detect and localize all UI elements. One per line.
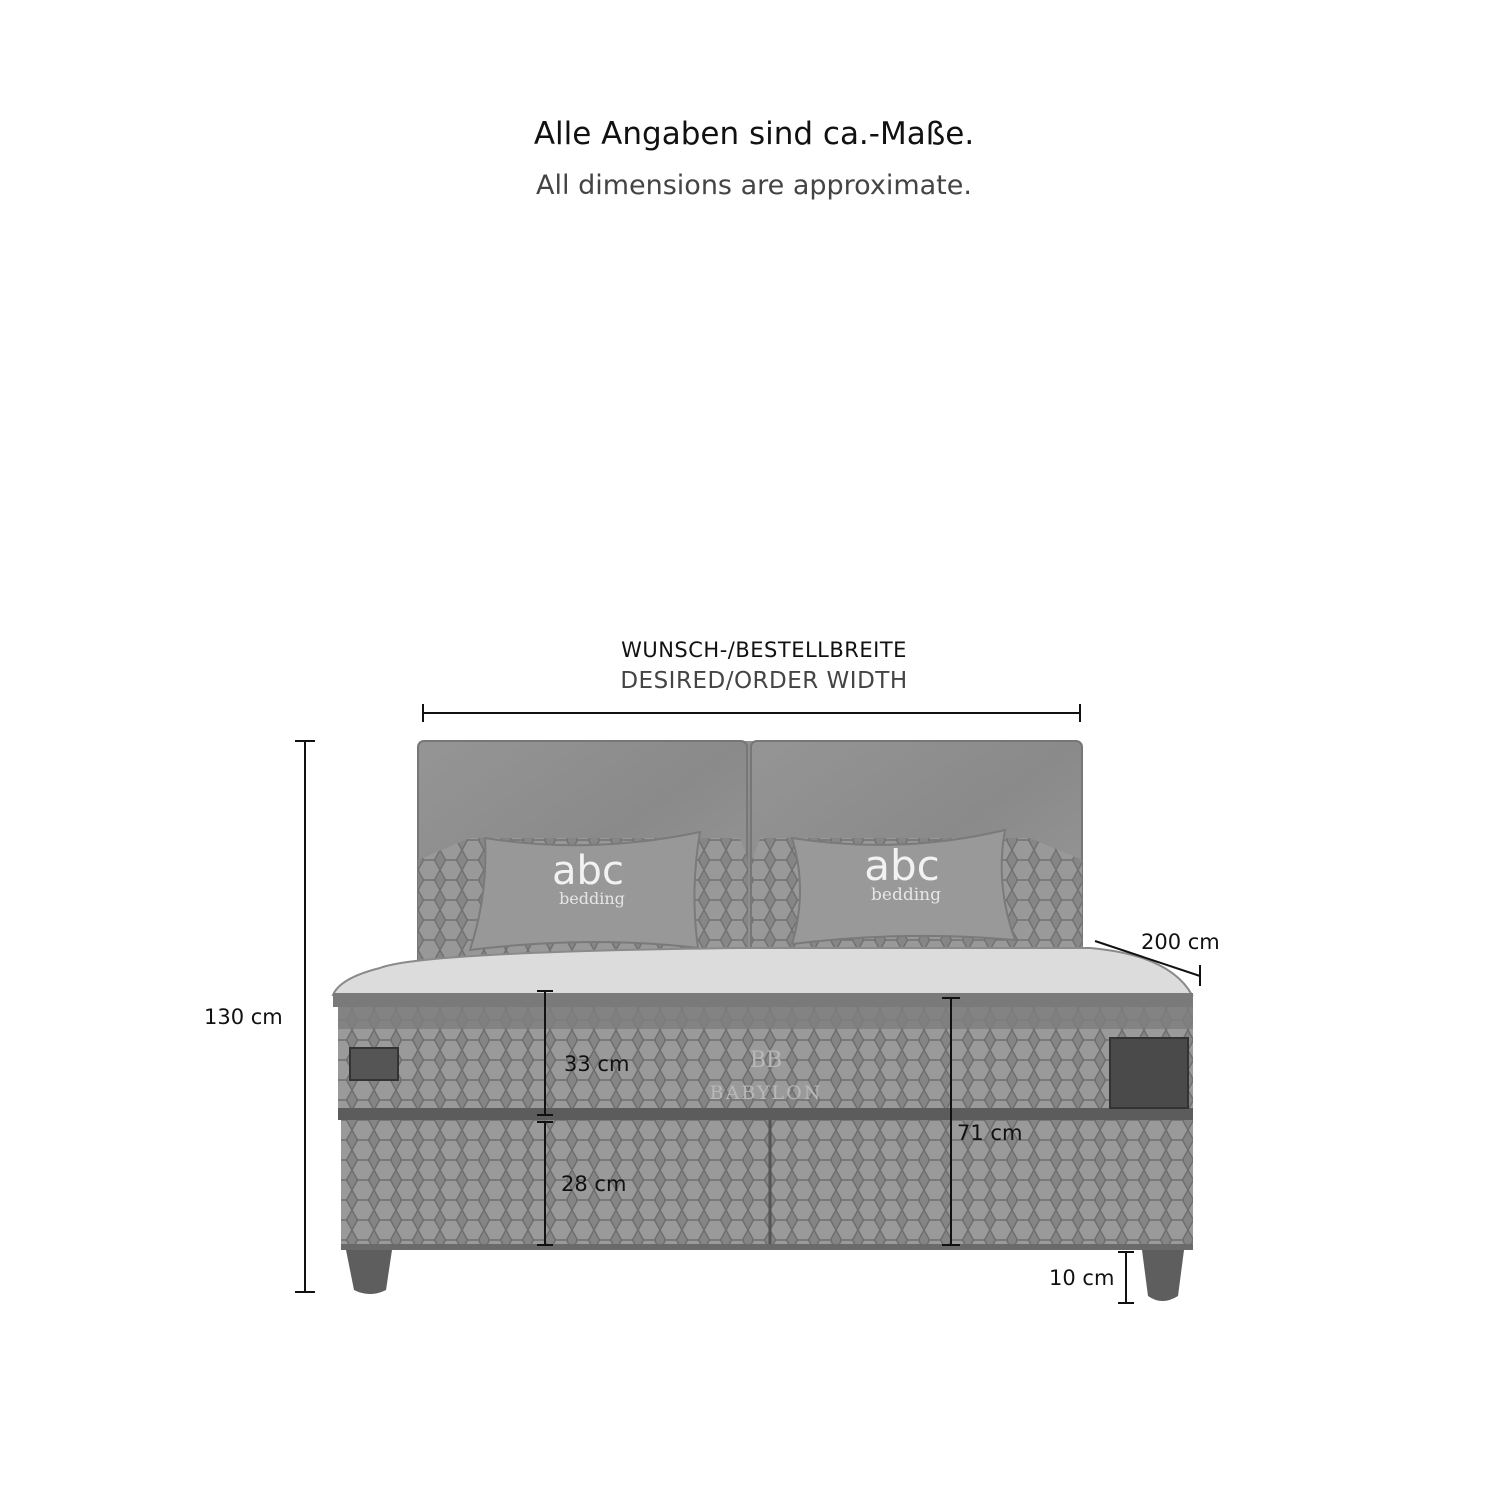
- dim-length: 200 cm: [1141, 930, 1220, 954]
- mattress-monogram: BB: [749, 1048, 783, 1073]
- mattress-top: [333, 948, 1193, 1007]
- mattress-label-right: [1110, 1038, 1188, 1108]
- pillow-logo-left: abc: [552, 848, 624, 894]
- mattress-label-left: [350, 1048, 398, 1080]
- header-title-en: All dimensions are approximate.: [536, 170, 972, 201]
- leg-left: [346, 1250, 392, 1294]
- dim-box: 28 cm: [561, 1172, 627, 1196]
- pillow-logo-right: abc: [864, 841, 940, 890]
- dim-leg: 10 cm: [1049, 1266, 1115, 1290]
- pillow-sub-right: bedding: [871, 885, 941, 905]
- width-label-en: DESIRED/ORDER WIDTH: [620, 668, 908, 694]
- header-title-de: Alle Angaben sind ca.-Maße.: [533, 116, 975, 152]
- leg-right: [1142, 1250, 1184, 1301]
- dim-bed-height: 71 cm: [957, 1121, 1023, 1145]
- dim-topper: 33 cm: [564, 1052, 630, 1076]
- width-label-de: WUNSCH-/BESTELLBREITE: [621, 638, 907, 662]
- box-base: [341, 1120, 1193, 1250]
- dim-total-height: 130 cm: [204, 1005, 283, 1029]
- pillow-sub-left: bedding: [559, 889, 625, 908]
- mattress-brand: BABYLON: [709, 1082, 823, 1104]
